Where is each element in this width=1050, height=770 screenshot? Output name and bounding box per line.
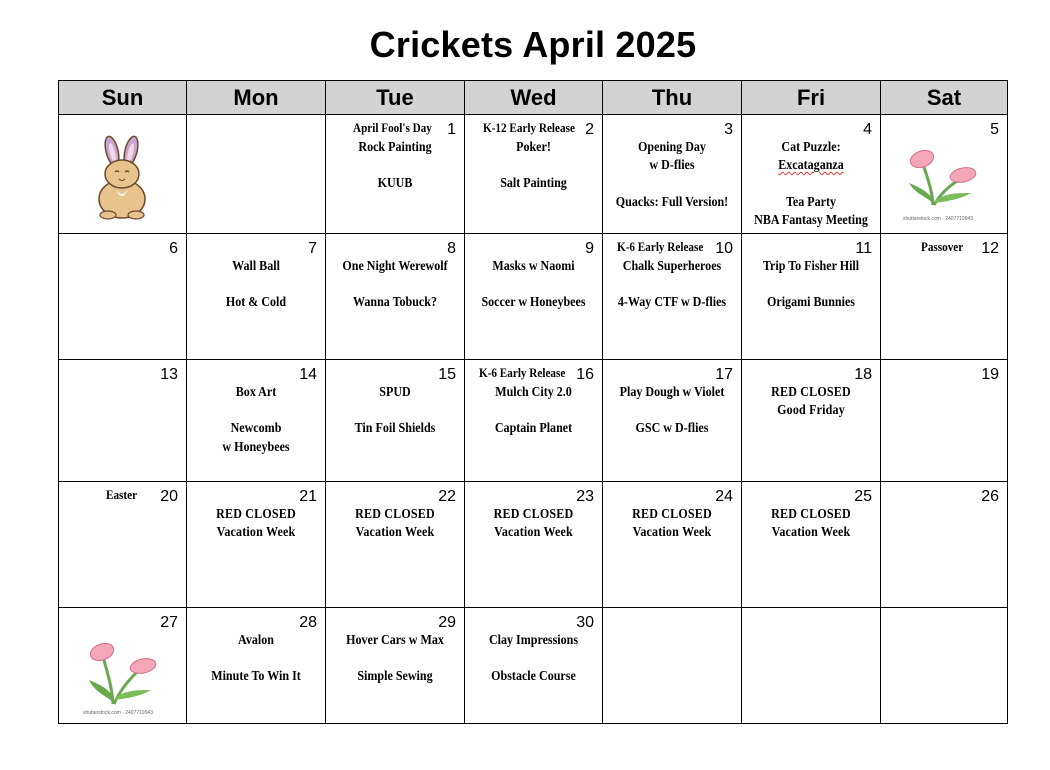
activity: Obstacle Course	[491, 669, 576, 685]
activity	[336, 276, 455, 294]
closed-reason: Vacation Week	[771, 525, 851, 541]
day-cell-28	[187, 608, 326, 724]
week-row	[59, 482, 1008, 608]
calendar-grid	[58, 80, 1008, 724]
day-number: 27	[160, 614, 178, 631]
day-note: K-12 Early Release	[483, 120, 575, 135]
activity: Avalon	[238, 633, 274, 648]
activity	[197, 402, 316, 420]
activity: Trip To Fisher Hill	[762, 259, 860, 274]
day-cell-19	[881, 360, 1008, 482]
weekday-header: Wed	[465, 81, 603, 115]
bunny-icon	[93, 135, 151, 221]
activity	[475, 276, 593, 294]
day-number: 17	[715, 366, 733, 383]
activity: Tin Foil Shields	[354, 421, 436, 437]
day-number: 15	[438, 366, 456, 383]
day-note: K-6 Early Release	[479, 365, 566, 380]
day-note: Passover	[921, 239, 964, 254]
closed-reason: Vacation Week	[494, 525, 573, 541]
empty-day-cell	[742, 608, 881, 724]
activity: One Night Werewolf	[342, 259, 448, 274]
activity: Masks w Naomi	[492, 259, 575, 274]
day-number: 23	[576, 488, 594, 505]
activity	[752, 175, 871, 193]
day-number: 1	[447, 121, 456, 138]
day-note: Easter	[106, 487, 138, 502]
day-number: 10	[715, 240, 733, 257]
day-cell-11	[742, 234, 881, 360]
activity	[613, 276, 732, 294]
day-number: 11	[855, 240, 872, 257]
closed-notice: RED CLOSED	[355, 507, 435, 522]
day-number: 7	[308, 240, 317, 257]
activity: Salt Painting	[500, 176, 567, 192]
day-number: 30	[576, 614, 594, 631]
activity: Simple Sewing	[357, 669, 433, 685]
day-cell-29	[326, 608, 465, 724]
activity	[336, 157, 455, 175]
day-number: 16	[576, 366, 594, 383]
activity: Hover Cars w Max	[346, 633, 444, 648]
day-cell-26	[881, 482, 1008, 608]
activity: Wall Ball	[232, 259, 280, 274]
day-note: April Fool's Day	[353, 120, 432, 135]
day-number: 6	[169, 240, 178, 257]
day-cell-27	[59, 608, 187, 724]
day-number: 19	[981, 366, 999, 383]
day-cell-6	[59, 234, 187, 360]
day-note: K-6 Early Release	[617, 239, 704, 254]
day-cell-16	[465, 360, 603, 482]
day-cell-13	[59, 360, 187, 482]
day-cell-22	[326, 482, 465, 608]
day-number: 13	[160, 366, 178, 383]
day-number: 14	[299, 366, 317, 383]
day-number: 24	[715, 488, 733, 505]
activity	[336, 402, 455, 420]
activity: Rock Painting	[358, 140, 432, 155]
day-number: 5	[990, 121, 999, 138]
activity	[752, 276, 871, 294]
day-cell-14	[187, 360, 326, 482]
activity: Cat Puzzle:	[781, 140, 841, 155]
activity	[475, 402, 593, 420]
weekday-header-row	[59, 81, 1008, 115]
closed-reason: Vacation Week	[632, 525, 712, 541]
day-cell-30	[465, 608, 603, 724]
day-number: 12	[981, 240, 999, 257]
activity: GSC w D-flies	[635, 421, 709, 437]
day-number: 21	[299, 488, 317, 505]
day-number: 8	[447, 240, 456, 257]
activity: Clay Impressions	[488, 633, 579, 648]
activity: Hot & Cold	[225, 295, 287, 311]
day-cell-3	[603, 115, 742, 234]
weekday-header: Mon	[187, 81, 326, 115]
weekday-header: Sat	[881, 81, 1008, 115]
day-cell-23	[465, 482, 603, 608]
activity: SPUD	[379, 385, 411, 400]
day-cell-12	[881, 234, 1008, 360]
closed-reason: Good Friday	[777, 403, 845, 419]
week-row	[59, 360, 1008, 482]
day-number: 2	[585, 121, 594, 138]
day-number: 4	[863, 121, 872, 138]
activity: w Honeybees	[222, 439, 290, 455]
day-cell-4	[742, 115, 881, 234]
activity: Minute To Win It	[211, 669, 301, 685]
closed-reason: Vacation Week	[355, 525, 435, 541]
day-number: 29	[438, 614, 456, 631]
page-title: Crickets April 2025	[369, 24, 697, 65]
tulips-icon	[85, 636, 165, 708]
week-row	[59, 115, 1008, 234]
empty-day-cell	[881, 608, 1008, 724]
day-number: 22	[438, 488, 456, 505]
activity: Captain Planet	[494, 421, 573, 437]
weekday-header: Fri	[742, 81, 881, 115]
day-cell-9	[465, 234, 603, 360]
activity: Mulch City 2.0	[495, 385, 572, 400]
day-number: 25	[854, 488, 872, 505]
activity	[197, 650, 316, 668]
day-cell-10	[603, 234, 742, 360]
day-number: 9	[585, 240, 594, 257]
activity: NBA Fantasy Meeting	[754, 212, 868, 228]
activity: Play Dough w Violet	[619, 385, 725, 400]
activity: w D-flies	[649, 158, 695, 174]
day-cell-15	[326, 360, 465, 482]
empty-day-cell	[59, 115, 187, 234]
day-cell-1	[326, 115, 465, 234]
day-number: 18	[854, 366, 872, 383]
activity: KUUB	[377, 176, 413, 192]
activity	[752, 157, 871, 175]
closed-notice: RED CLOSED	[493, 507, 574, 522]
misspelled-word: Excataganza	[778, 158, 844, 174]
activity: Soccer w Honeybees	[481, 295, 586, 311]
closed-reason: Vacation Week	[216, 525, 296, 541]
day-cell-8	[326, 234, 465, 360]
day-cell-20	[59, 482, 187, 608]
day-cell-24	[603, 482, 742, 608]
week-row	[59, 234, 1008, 360]
day-number: 28	[299, 614, 317, 631]
day-cell-5	[881, 115, 1008, 234]
weekday-header: Thu	[603, 81, 742, 115]
activity: Wanna Tobuck?	[352, 295, 437, 311]
activity	[475, 157, 593, 175]
closed-notice: RED CLOSED	[771, 507, 851, 522]
image-credit: shutterstock.com · 2407719943	[903, 216, 974, 222]
day-cell-21	[187, 482, 326, 608]
activity: Tea Party	[785, 194, 837, 210]
activity: Box Art	[235, 385, 277, 400]
weekday-header: Tue	[326, 81, 465, 115]
activity	[197, 276, 316, 294]
activity	[613, 402, 732, 420]
activity	[336, 650, 455, 668]
week-row	[59, 608, 1008, 724]
empty-day-cell	[187, 115, 326, 234]
image-credit: shutterstock.com · 2407719943	[83, 710, 154, 716]
day-number: 3	[724, 121, 733, 138]
day-cell-17	[603, 360, 742, 482]
closed-notice: RED CLOSED	[632, 507, 712, 522]
day-cell-18	[742, 360, 881, 482]
activity	[475, 650, 593, 668]
activity: Quacks: Full Version!	[615, 194, 729, 210]
activity: Origami Bunnies	[767, 295, 855, 311]
closed-notice: RED CLOSED	[216, 507, 296, 522]
activity	[613, 175, 732, 193]
closed-notice: RED CLOSED	[771, 385, 851, 400]
day-number: 20	[160, 488, 178, 505]
day-cell-7	[187, 234, 326, 360]
empty-day-cell	[603, 608, 742, 724]
activity: Newcomb	[230, 421, 282, 437]
activity: 4-Way CTF w D-flies	[617, 295, 727, 311]
day-number: 26	[981, 488, 999, 505]
day-cell-2	[465, 115, 603, 234]
day-cell-25	[742, 482, 881, 608]
tulips-icon	[905, 143, 985, 215]
activity: Chalk Superheroes	[622, 259, 722, 274]
activity: Opening Day	[638, 140, 706, 155]
activity: Poker!	[516, 140, 551, 155]
weekday-header: Sun	[59, 81, 187, 115]
